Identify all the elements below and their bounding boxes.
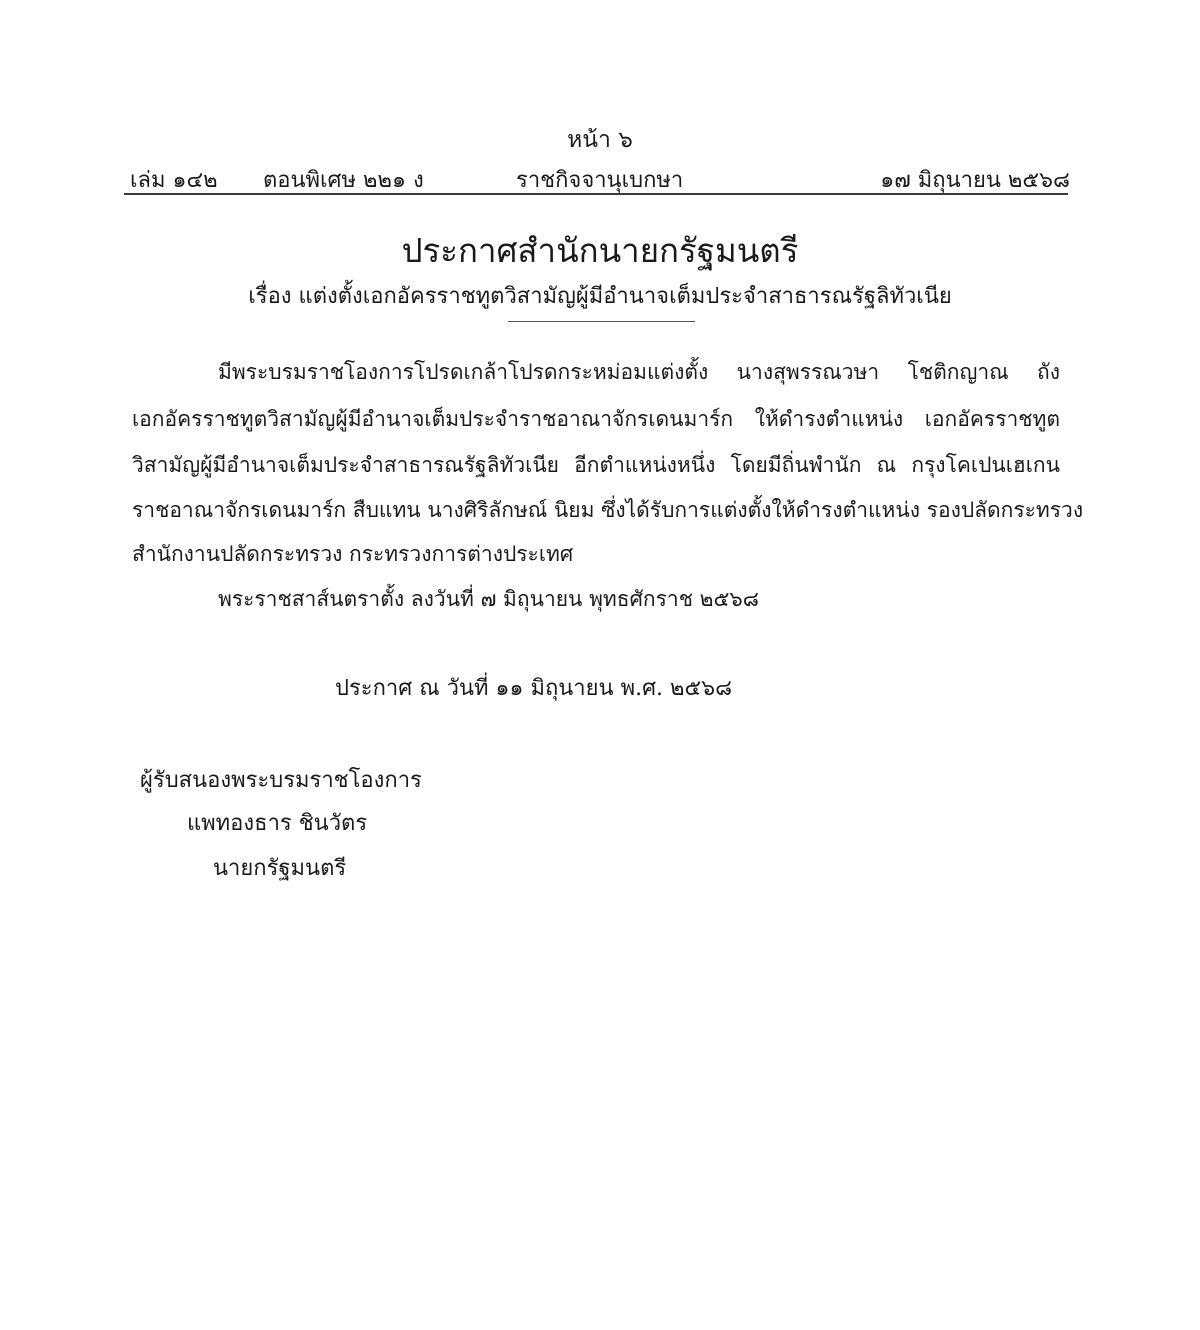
body-paragraph-line: สำนักงานปลัดกระทรวง กระทรวงการต่างประเทศ <box>132 542 574 566</box>
issue-date: ประกาศ ณ วันที่ ๑๑ มิถุนายน พ.ศ. ๒๕๖๘ <box>335 676 733 701</box>
body-paragraph-line: ราชอาณาจักรเดนมาร์ก สืบแทน นางศิริลักษณ์ นิยม ซึ่งได้รับการแต่งตั้งให้ดำรงตำแหน่ง รองปลัดกระทรวง <box>132 498 1084 522</box>
header-divider <box>124 193 1068 195</box>
announcement-title: ประกาศสำนักนายกรัฐมนตรี <box>401 231 799 270</box>
body-paragraph-line: มีพระบรมราชโองการโปรดเกล้าโปรดกระหม่อมแต่งตั้ง นางสุพรรณวษา โชติกญาณ ถัง <box>218 360 1060 384</box>
body-paragraph-line: วิสามัญผู้มีอำนาจเต็มประจำสาธารณรัฐลิทัวเนีย อีกตำแหน่งหนึ่ง โดยมีถิ่นพำนัก ณ กรุงโคเปนเฮเกน <box>132 453 1060 477</box>
body-paragraph-line: เอกอัครราชทูตวิสามัญผู้มีอำนาจเต็มประจำราชอาณาจักรเดนมาร์ก ให้ดำรงตำแหน่ง เอกอัครราชทูต <box>132 407 1060 431</box>
signatory-position: นายกรัฐมนตรี <box>213 856 347 881</box>
publication-name: ราชกิจจานุเบกษา <box>516 168 684 193</box>
title-divider <box>508 321 695 322</box>
page-number: หน้า ๖ <box>567 127 633 153</box>
volume-number: เล่ม ๑๔๒ <box>130 168 218 193</box>
gazette-header <box>130 162 1070 192</box>
countersign-label: ผู้รับสนองพระบรมราชโองการ <box>140 768 422 793</box>
announcement-subject: เรื่อง แต่งตั้งเอกอัครราชทูตวิสามัญผู้มีอำนาจเต็มประจำสาธารณรัฐลิทัวเนีย <box>248 284 952 309</box>
publication-date: ๑๗ มิถุนายน ๒๕๖๘ <box>880 168 1070 193</box>
section-number: ตอนพิเศษ ๒๒๑ ง <box>263 168 424 193</box>
royal-command-date: พระราชสาส์นตราตั้ง ลงวันที่ ๗ มิถุนายน พุทธศักราช ๒๕๖๘ <box>218 587 759 611</box>
signatory-name: แพทองธาร ชินวัตร <box>187 811 368 836</box>
